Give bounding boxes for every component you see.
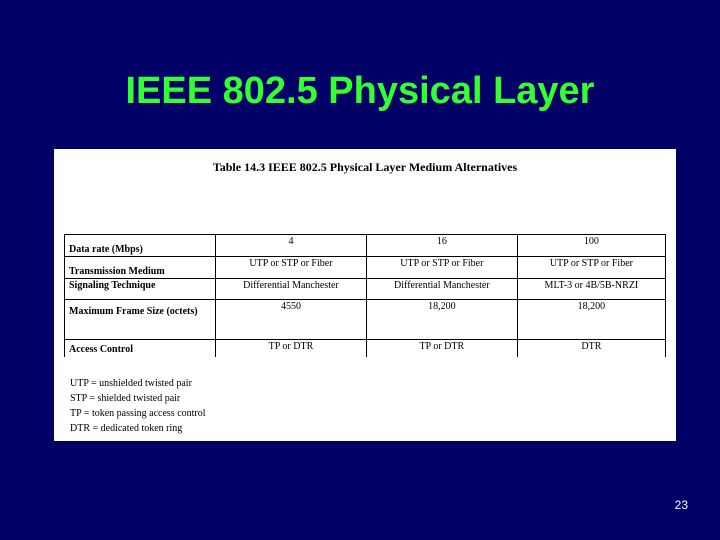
table-row <box>65 235 666 257</box>
note-line: DTR = dedicated token ring <box>70 423 183 434</box>
medium-alternatives-table <box>64 234 666 357</box>
table-cell: 18,200 <box>366 300 517 340</box>
row-header: Maximum Frame Size (octets) <box>65 300 216 340</box>
note-line: STP = shielded twisted pair <box>70 393 181 404</box>
table-row <box>65 279 666 300</box>
abbreviation-notes <box>70 376 206 436</box>
slide-number: 23 <box>674 498 688 512</box>
table-cell: 18,200 <box>517 300 665 340</box>
table-cell: UTP or STP or Fiber <box>216 257 367 279</box>
row-header: Transmission Medium <box>65 257 216 279</box>
table-cell: UTP or STP or Fiber <box>366 257 517 279</box>
table-cell: DTR <box>517 340 665 358</box>
table-cell: 4550 <box>216 300 367 340</box>
table-caption: Table 14.3 IEEE 802.5 Physical Layer Medium Alternatives <box>212 160 518 174</box>
table-row <box>65 257 666 279</box>
table-cell: Differential Manchester <box>366 279 517 300</box>
note-line: UTP = unshielded twisted pair <box>70 378 192 389</box>
note-line: TP = token passing access control <box>70 408 206 419</box>
table-cell: UTP or STP or Fiber <box>517 257 665 279</box>
slide-title: IEEE 802.5 Physical Layer <box>125 70 595 112</box>
table-row <box>65 340 666 358</box>
table-clip <box>64 234 666 357</box>
row-header: Data rate (Mbps) <box>65 235 216 257</box>
table-image-panel <box>54 149 676 441</box>
table-cell: 100 <box>517 235 665 257</box>
table-row <box>65 300 666 340</box>
row-header: Signaling Technique <box>65 279 216 300</box>
row-header: Access Control <box>65 340 216 358</box>
table-cell: Differential Manchester <box>216 279 367 300</box>
table-cell: 16 <box>366 235 517 257</box>
table-cell: TP or DTR <box>366 340 517 358</box>
table-cell: TP or DTR <box>216 340 367 358</box>
table-cell: 4 <box>216 235 367 257</box>
table-cell: MLT-3 or 4B/5B-NRZI <box>517 279 665 300</box>
